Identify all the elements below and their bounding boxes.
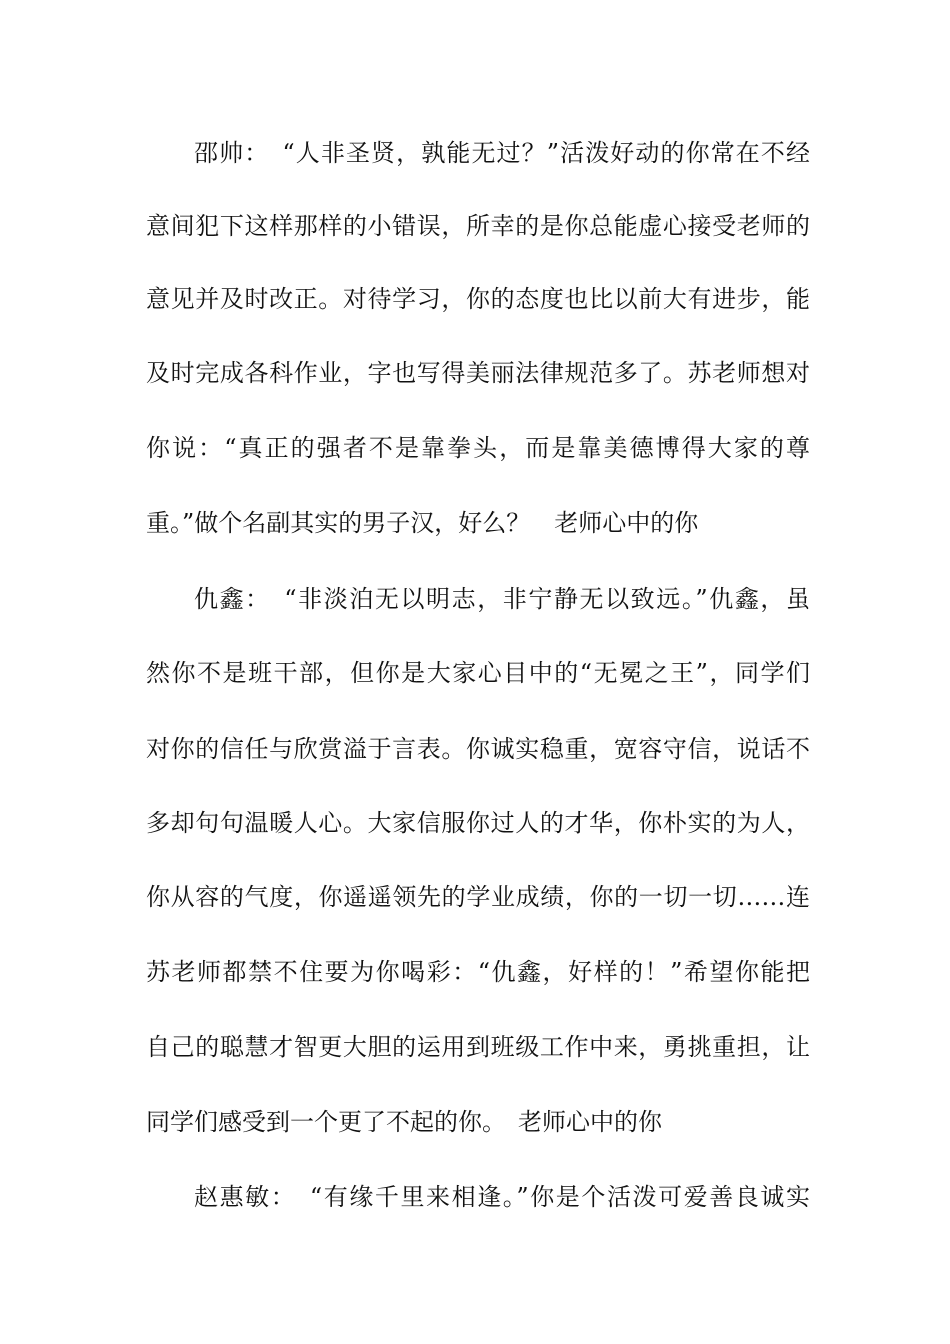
text-line: 邵帅： “人非圣贤，孰能无过？”活泼好动的你常在不经 <box>194 139 810 167</box>
text-line: 对你的信任与欣赏溢于言表。你诚实稳重，宽容守信，说话不 <box>146 735 810 763</box>
text-line: 意间犯下这样那样的小错误，所幸的是你总能虚心接受老师的 <box>146 212 810 240</box>
text-line: 赵惠敏： “有缘千里来相逢。”你是个活泼可爱善良诚实 <box>194 1183 810 1211</box>
text-line: 自己的聪慧才智更大胆的运用到班级工作中来，勇挑重担，让 <box>146 1033 810 1061</box>
text-line: 意见并及时改正。对待学习，你的态度也比以前大有进步，能 <box>146 285 810 313</box>
text-line: 然你不是班干部，但你是大家心目中的“无冕之王”，同学们 <box>146 659 810 687</box>
text-line: 及时完成各科作业，字也写得美丽法律规范多了。苏老师想对 <box>146 359 810 387</box>
text-line: 多却句句温暖人心。大家信服你过人的才华，你朴实的为人， <box>146 809 810 837</box>
text-line: 你从容的气度，你遥遥领先的学业成绩，你的一切一切……连 <box>146 883 810 911</box>
text-line: 你说：“真正的强者不是靠拳头，而是靠美德博得大家的尊 <box>146 434 810 462</box>
text-line: 苏老师都禁不住要为你喝彩：“仇鑫，好样的！”希望你能把 <box>146 958 810 986</box>
text-line: 仇鑫： “非淡泊无以明志，非宁静无以致远。”仇鑫，虽 <box>194 585 810 613</box>
text-line: 重。”做个名副其实的男子汉，好么？ 老师心中的你 <box>146 509 699 537</box>
text-line: 同学们感受到一个更了不起的你。 老师心中的你 <box>146 1108 662 1136</box>
